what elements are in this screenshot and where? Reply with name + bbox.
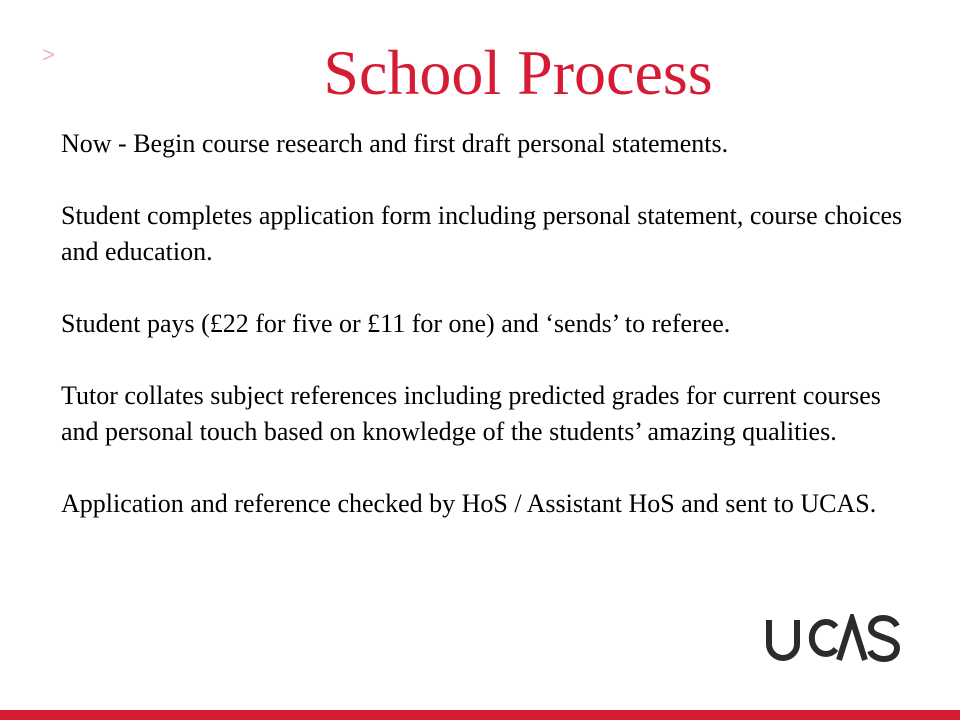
- paragraph-application-form: Student completes application form including personal statement, course choices and education.: [61, 201, 903, 266]
- slide-body: [61, 126, 921, 522]
- paragraph-checked-sent: Application and reference checked by HoS / Assistant HoS and sent to UCAS.: [61, 489, 877, 518]
- chevron-right-icon: >: [42, 42, 55, 67]
- paragraph-payment: Student pays (£22 for five or £11 for one) and ‘sends’ to referee.: [61, 309, 731, 338]
- paragraph-now: Now - Begin course research and first draft personal statements.: [61, 129, 729, 158]
- slide-title: School Process: [323, 37, 713, 108]
- accent-bar: [0, 710, 960, 720]
- ucas-logo: [766, 614, 902, 664]
- paragraph-tutor-references: Tutor collates subject references including predicted grades for current courses and personal touch based on knowledge of the students’ amazing qualities.: [61, 381, 881, 446]
